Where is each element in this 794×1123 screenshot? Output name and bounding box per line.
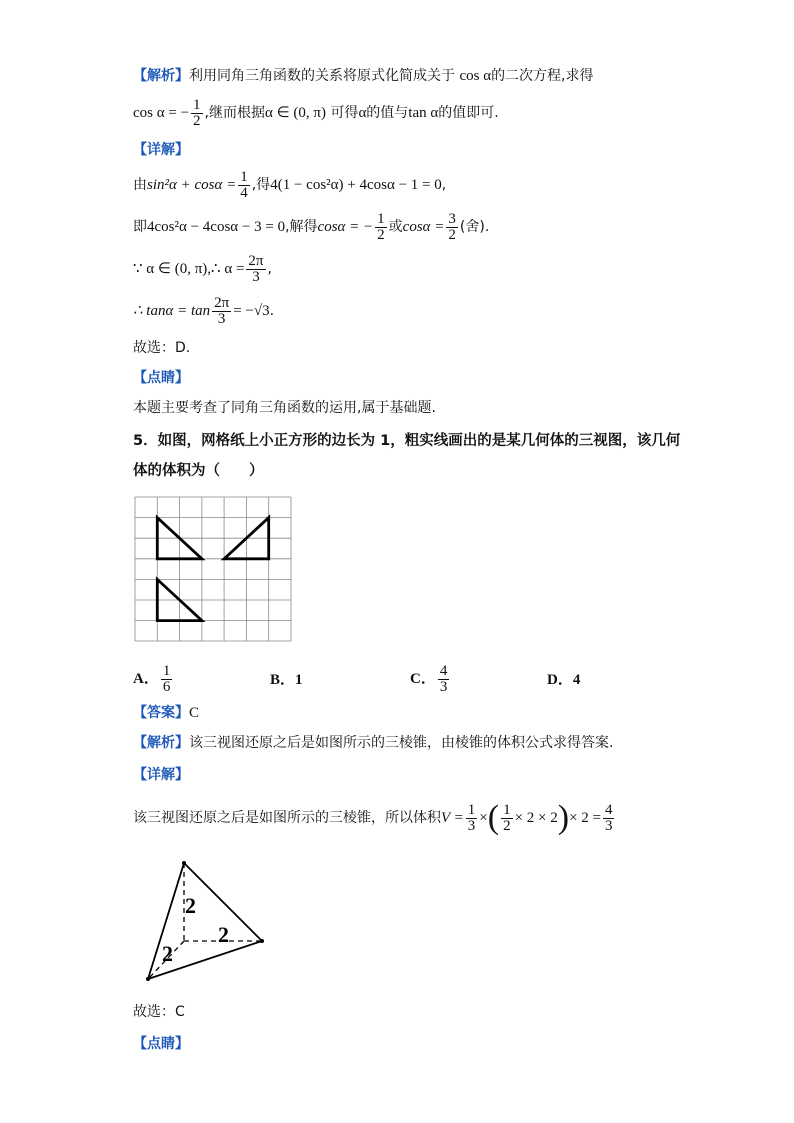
frac-den: 3 xyxy=(252,268,260,285)
text: , xyxy=(267,261,272,277)
option-c-fraction xyxy=(438,664,450,695)
volume-line xyxy=(133,800,616,836)
frac-num: 4 xyxy=(439,663,448,679)
analysis-line-1 xyxy=(133,66,594,86)
cos-alpha: cos α xyxy=(459,68,492,84)
label-front: 2 xyxy=(162,941,173,966)
paren-open: ( xyxy=(487,799,500,836)
text: (舍). xyxy=(459,219,490,235)
text: 由 xyxy=(133,177,147,193)
frac-den: 3 xyxy=(467,817,476,834)
question-5-line-1 xyxy=(133,431,680,451)
option-a-fraction xyxy=(161,664,173,695)
frac-den: 4 xyxy=(240,184,248,201)
volume-var: V = xyxy=(441,810,464,826)
frac-den: 3 xyxy=(604,817,613,834)
option-a[interactable] xyxy=(133,664,174,695)
frac-num: 2π xyxy=(214,294,230,311)
frac-den: 2 xyxy=(193,112,201,129)
option-c-label: C． xyxy=(410,670,436,687)
detail-heading-2 xyxy=(133,765,189,785)
fraction xyxy=(238,170,250,201)
text: 或 xyxy=(388,219,403,235)
frac-num: 1 xyxy=(503,801,511,818)
fraction xyxy=(603,803,615,834)
remark-tag: 【点睛】 xyxy=(133,1036,189,1052)
equation-3 xyxy=(133,252,272,286)
inner-product: × 2 × 2 xyxy=(514,810,558,826)
text: 即 xyxy=(133,219,147,235)
frac-den: 2 xyxy=(377,226,385,243)
vertex-front xyxy=(146,977,150,981)
frac-num: 1 xyxy=(377,210,385,227)
text: . xyxy=(269,303,275,319)
volume-text: 该三视图还原之后是如图所示的三棱锥，所以体积 xyxy=(133,810,441,826)
equation: cosα = − xyxy=(317,219,374,235)
answer-tag: 【答案】 xyxy=(133,705,189,721)
remark-heading-1 xyxy=(133,368,189,388)
pyramid-figure xyxy=(138,855,273,985)
vertex-apex xyxy=(182,861,186,865)
equation-1 xyxy=(133,168,446,202)
text: ,解得 xyxy=(285,219,318,235)
frac-num: 1 xyxy=(240,168,248,185)
frac-den: 6 xyxy=(162,679,171,695)
three-view-grid-figure xyxy=(133,495,293,643)
fraction xyxy=(501,803,513,834)
times: × xyxy=(479,810,488,826)
equation: 4(1 − cos²α) + 4cosα − 1 = 0 xyxy=(270,177,442,193)
analysis-line-3 xyxy=(133,733,613,753)
option-d-label: D．4 xyxy=(547,672,581,688)
equation: 4cos²α − 4cosα − 3 = 0 xyxy=(147,219,286,235)
tan-alpha: tan α xyxy=(408,105,439,121)
frac-den: 3 xyxy=(217,310,226,327)
answer-line-1 xyxy=(133,338,190,358)
analysis-tag: 【解析】 xyxy=(133,68,189,84)
option-a-label: A． xyxy=(133,670,159,687)
text: ,继而根据 xyxy=(204,105,265,121)
remark-heading-2 xyxy=(133,1034,189,1054)
question-5-line-2 xyxy=(133,461,264,481)
fraction xyxy=(375,212,387,243)
analysis-tag: 【解析】 xyxy=(133,735,189,751)
option-b[interactable] xyxy=(270,668,303,689)
vertex-right xyxy=(260,939,264,943)
frac-den: 2 xyxy=(503,817,511,834)
analysis-text: 该三视图还原之后是如图所示的三棱锥，由棱锥的体积公式求得答案. xyxy=(189,735,614,751)
analysis-text-a: 利用同角三角函数的关系将原式化简成关于 xyxy=(189,68,455,84)
analysis-text-b: 的二次方程,求得 xyxy=(491,68,594,84)
option-d[interactable] xyxy=(547,668,580,689)
frac-num: 4 xyxy=(604,801,613,818)
answer-text: 故选：C xyxy=(133,1004,185,1020)
equation: sin²α + cosα = xyxy=(147,177,237,193)
detail-heading xyxy=(133,140,189,160)
equation: = −√3 xyxy=(233,303,270,319)
answer-text: 故选：D. xyxy=(133,340,191,356)
frac-num: 1 xyxy=(162,663,171,679)
paren-close: ) xyxy=(557,799,570,836)
fraction-half xyxy=(191,98,203,129)
label-right: 2 xyxy=(218,922,229,947)
remark-text-1 xyxy=(133,398,436,418)
text: 可得 xyxy=(330,105,359,121)
frac-num: 1 xyxy=(193,96,201,113)
label-vertical: 2 xyxy=(185,893,196,918)
answer-line-2 xyxy=(133,1002,185,1022)
text: ,得 xyxy=(251,177,271,193)
answer-heading xyxy=(133,703,199,723)
detail-tag: 【详解】 xyxy=(133,142,189,158)
question-text: 体的体积为（ ） xyxy=(133,463,264,479)
outer-product: × 2 = xyxy=(569,810,601,826)
option-c[interactable] xyxy=(410,664,451,695)
text: 的值与 xyxy=(366,105,409,121)
equation: ,∴ α = xyxy=(207,261,245,277)
question-text: 5．如图，网格纸上小正方形的边长为 1，粗实线画出的是某几何体的三视图，该几何 xyxy=(133,433,681,449)
equation-4 xyxy=(133,294,274,328)
analysis-line-2 xyxy=(133,96,499,130)
text: , xyxy=(441,177,447,193)
interval: α ∈ (0, π) xyxy=(264,105,326,121)
frac-den: 3 xyxy=(439,679,448,695)
equation: ∵ α ∈ (0, π) xyxy=(133,261,208,277)
frac-num: 1 xyxy=(467,801,476,818)
answer-value: C xyxy=(189,705,200,721)
text: 的值即可. xyxy=(438,105,499,121)
frac-num: 3 xyxy=(448,210,456,227)
equation-2 xyxy=(133,210,489,244)
frac-den: 2 xyxy=(448,226,456,243)
option-b-label: B．1 xyxy=(270,672,303,688)
cos-expression: cos α = − xyxy=(133,105,190,121)
fraction xyxy=(246,254,265,285)
remark-text: 本题主要考查了同角三角函数的运用,属于基础题. xyxy=(133,400,436,416)
fraction xyxy=(212,296,231,327)
remark-tag: 【点睛】 xyxy=(133,370,189,386)
equation: ∴ tanα = tan xyxy=(133,303,211,319)
equation: cosα = xyxy=(402,219,445,235)
frac-num: 2π xyxy=(248,252,264,269)
detail-tag: 【详解】 xyxy=(133,767,189,783)
fraction xyxy=(466,803,478,834)
alpha: α xyxy=(358,105,367,121)
fraction xyxy=(446,212,458,243)
